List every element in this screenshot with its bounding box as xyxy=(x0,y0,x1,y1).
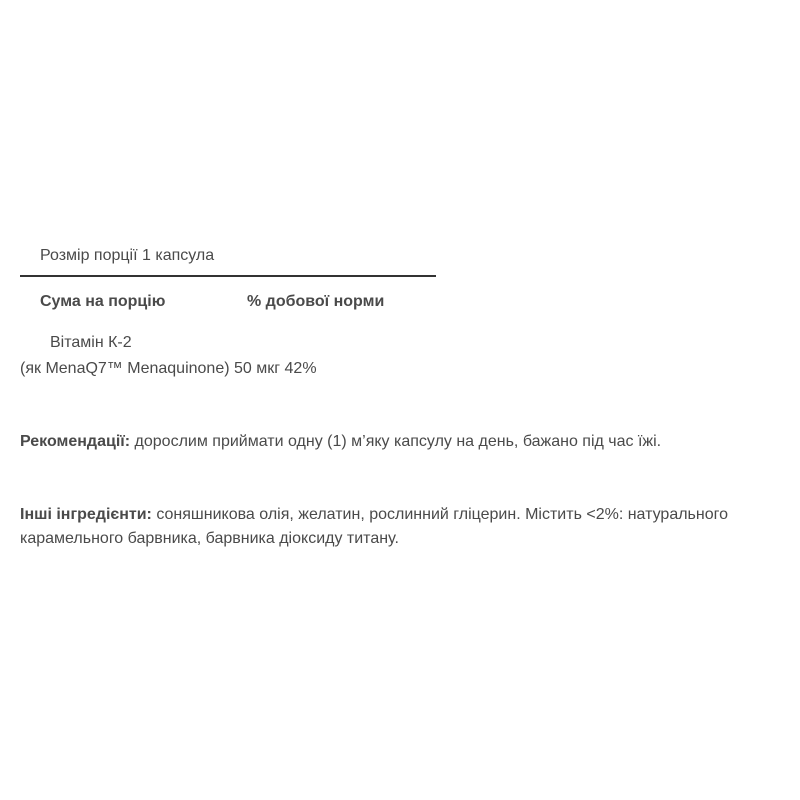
recommendations-paragraph xyxy=(20,430,780,454)
serving-size: Розмір порції 1 капсула xyxy=(40,247,215,264)
divider-line xyxy=(20,275,436,277)
recommendations-label: Рекомендації: xyxy=(20,433,131,450)
nutrient-detail: (як MenaQ7™ Menaquinone) 50 мкг 42% xyxy=(20,360,317,377)
other-ingredients-label: Інші інгредієнти: xyxy=(20,506,152,523)
other-ingredients-paragraph xyxy=(20,503,780,551)
nutrient-name: Вітамін К-2 xyxy=(50,334,132,351)
amount-per-serving-header: Сума на порцію xyxy=(40,293,166,310)
recommendations-text: дорослим приймати одну (1) м’яку капсулу на день, бажано під час їжі. xyxy=(134,433,662,450)
daily-value-header: % добової норми xyxy=(247,293,385,310)
other-ingredients-text: соняшникова олія, желатин, рослинний гліцерин. Містить <2%: натурального карамельного барвника, барвника діоксиду титану. xyxy=(20,506,729,547)
